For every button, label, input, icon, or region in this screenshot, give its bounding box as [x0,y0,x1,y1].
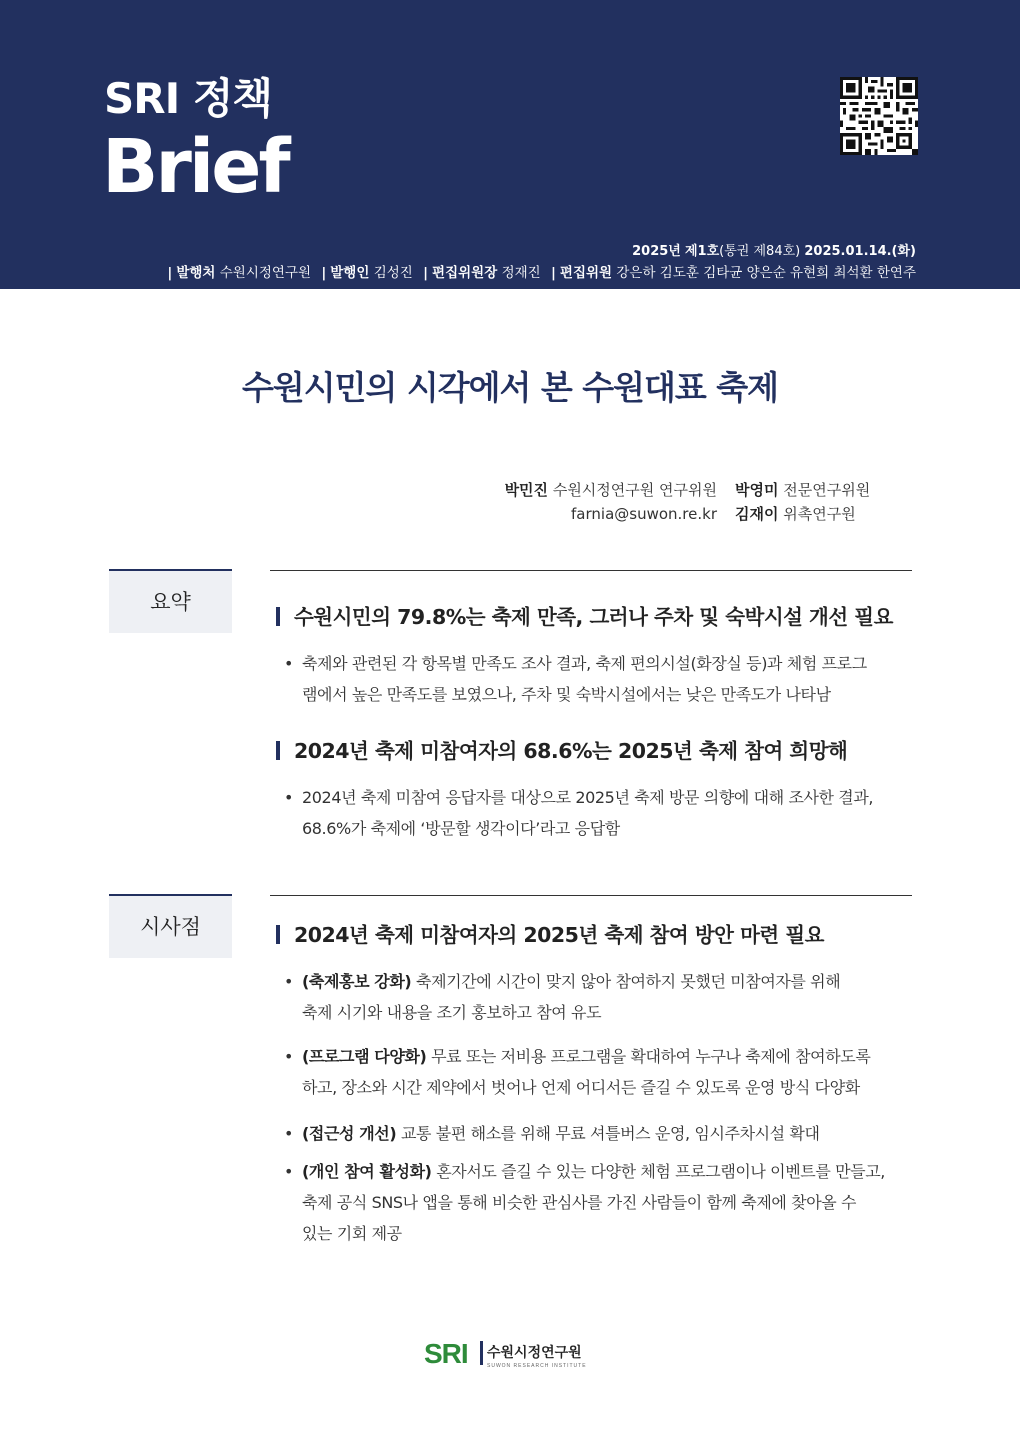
heading-text: 2024년 축제 미참여자의 68.6%는 2025년 축제 참여 희망해 [294,739,848,763]
summary-heading [276,734,926,764]
implication-item [284,1156,916,1249]
heading-bar [276,925,280,944]
heading-text: 수원시민의 79.8%는 축제 만족, 그러나 주차 및 숙박시설 개선 필요 [294,605,893,629]
item-tag: (프로그램 다양화) [302,1047,427,1066]
summary-label: 요약 [109,569,232,633]
coauthor-role: 위촉연구원 [783,505,856,523]
staff-role: 편집위원 [559,265,613,281]
staff-names: 정재진 [501,265,541,281]
issue-number: 제1호 [685,244,720,259]
issue-year: 2025년 [632,244,681,259]
implications-label: 시사점 [109,894,232,958]
item-text: 교통 불편 해소를 위해 무료 셔틀버스 운영, 임시주차시설 확대 [396,1124,820,1143]
item-text: 혼자서도 즐길 수 있는 다양한 체험 프로그램이나 이벤트를 만들고, [431,1162,885,1181]
implication-item [284,1118,916,1149]
logo-divider [480,1341,483,1365]
staff-names: 강은하 김도훈 김타균 양은순 유현희 최석환 한연주 [616,265,916,281]
bullet-dot: • [284,1124,294,1143]
coauthor-name: 김재이 [735,505,779,523]
staff-credits: | 발행처 수원시정연구원 | 발행인 김성진 | 편집위원장 정재진 | 편집위원 강은하 김도훈 김타균 양은순 유현희 최석환 한연주 [167,265,916,281]
bullet-line: 축제와 관련된 각 항목별 만족도 조사 결과, 축제 편의시설(화장실 등)과 체험 프로그 [302,654,867,673]
brand-title: SRI 정책 [104,74,272,123]
issue-date: 2025.01.14.(화) [804,244,916,259]
implications-heading [276,918,926,948]
bullet-dot: • [284,1162,294,1181]
bullet-dot: • [284,788,294,807]
bullet-line: 2024년 축제 미참여 응답자를 대상으로 2025년 축제 방문 의향에 대해 조사한 결과, [302,788,874,807]
item-tag: (개인 참여 활성화) [302,1162,432,1181]
item-text: 축제기간에 시간이 맞지 않아 참여하지 못했던 미참여자를 위해 [411,972,841,991]
implication-item [284,1041,916,1103]
author-block [462,478,870,526]
coauthor-role: 전문연구위원 [783,481,871,499]
author-affiliation: 수원시정연구원 연구위원 [552,481,717,499]
bullet-dot: • [284,972,294,991]
item-text: 하고, 장소와 시간 제약에서 벗어나 언제 어디서든 즐길 수 있도록 운영 방식 다양화 [302,1078,860,1097]
item-text: 축제 공식 SNS나 앱을 통해 비슷한 관심사를 가진 사람들이 함께 축제에 찾아올 수 [302,1193,857,1212]
page-title: 수원시민의 시각에서 본 수원대표 축제 [241,368,778,407]
heading-text: 2024년 축제 미참여자의 2025년 축제 참여 방안 마련 필요 [294,923,824,947]
implication-item [284,966,916,1028]
summary-bullet [284,782,916,844]
summary-bullet [284,648,916,710]
issue-volume: (통권 제84호) [719,244,801,259]
staff-names: 수원시정연구원 [219,265,312,281]
masthead [0,0,1020,289]
item-tag: (접근성 개선) [302,1124,397,1143]
staff-names: 김성진 [373,265,413,281]
section-divider [270,570,912,571]
bullet-dot: • [284,654,294,673]
issue-info [632,240,916,259]
logo-subtitle: SUWON RESEARCH INSTITUTE [487,1363,587,1369]
item-text: 무료 또는 저비용 프로그램을 확대하여 누구나 축제에 참여하도록 [426,1047,871,1066]
qr-code-icon[interactable] [840,77,918,155]
staff-role: 발행처 [176,265,216,281]
brand-subtitle: Brief [102,124,288,210]
heading-bar [276,741,280,760]
item-text: 축제 시기와 내용을 조기 홍보하고 참여 유도 [302,1003,602,1022]
summary-heading [276,600,926,630]
item-text: 있는 기회 제공 [302,1224,402,1243]
logo-name: 수원시정연구원 [487,1345,582,1361]
bullet-line: 램에서 높은 만족도를 보였으나, 주차 및 숙박시설에서는 낮은 만족도가 나타남 [302,685,831,704]
author-name: 박민진 [504,481,549,499]
heading-bar [276,607,280,626]
section-divider [270,895,912,896]
logo-mark: SRI [424,1338,468,1369]
staff-role: 발행인 [330,265,370,281]
coauthor-name: 박영미 [735,481,779,499]
author-email[interactable]: farnia@suwon.re.kr [571,505,717,523]
bullet-line: 68.6%가 축제에 ‘방문할 생각이다’라고 응답함 [302,819,620,838]
sri-logo [424,1337,604,1369]
bullet-dot: • [284,1047,294,1066]
staff-role: 편집위원장 [432,265,498,281]
item-tag: (축제홍보 강화) [302,972,412,991]
